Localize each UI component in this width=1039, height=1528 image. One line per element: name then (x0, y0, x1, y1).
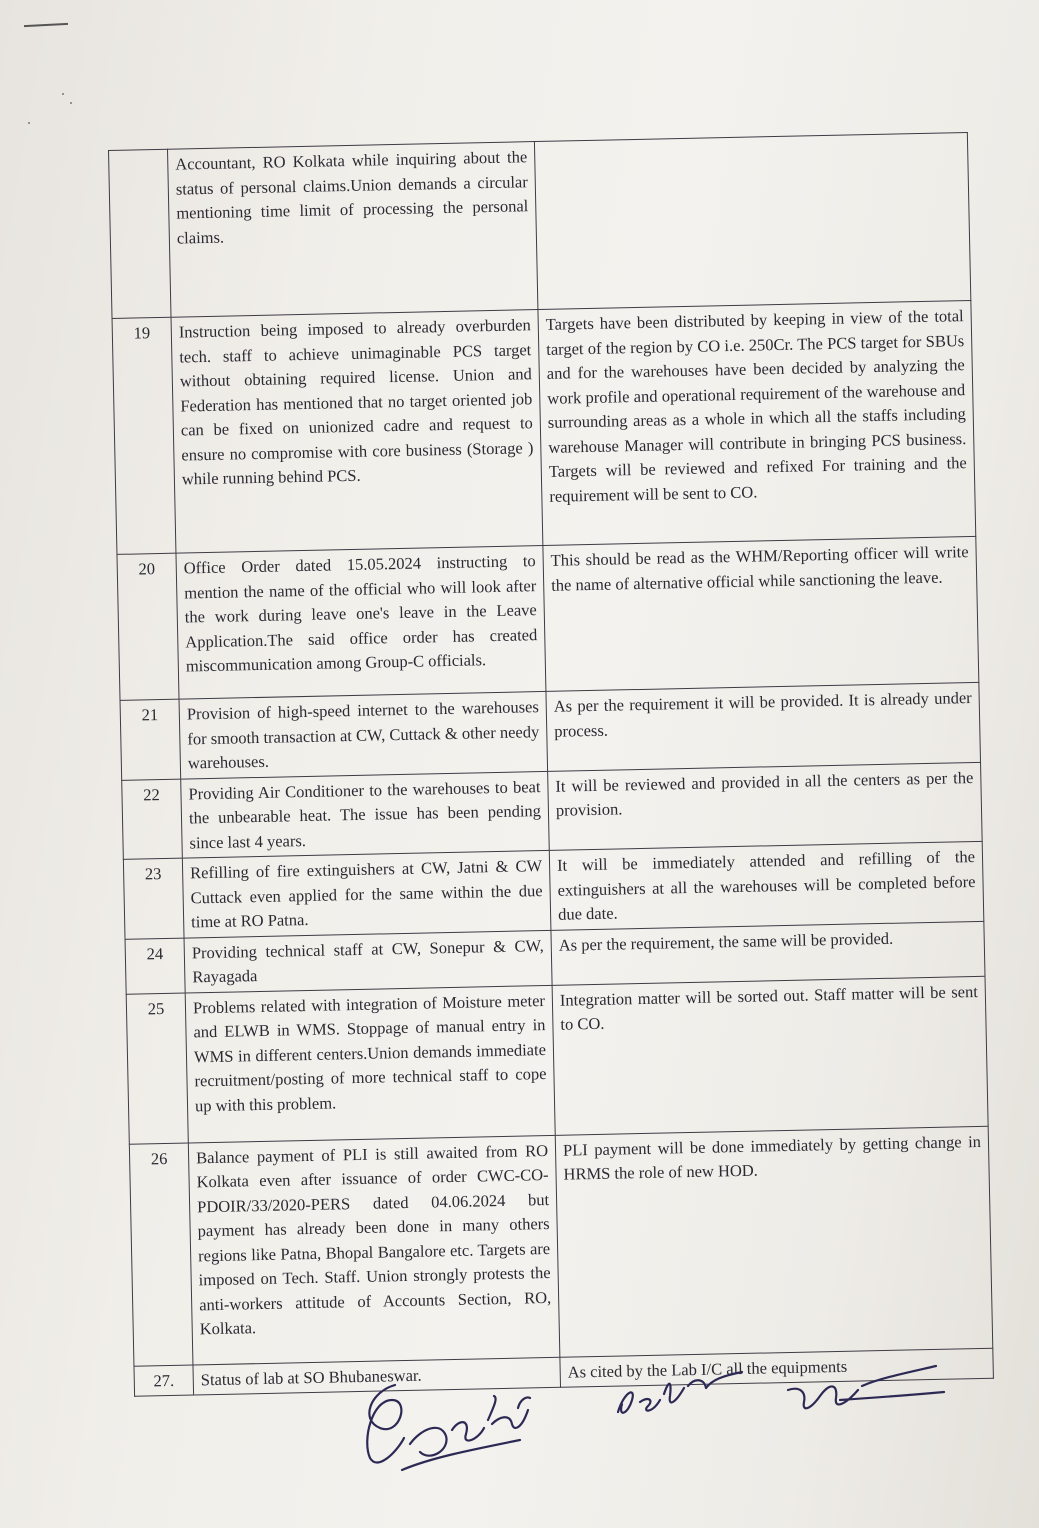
reply-cell: It will be reviewed and provided in all the centers as per the provision. (548, 762, 983, 851)
issue-cell: Office Order dated 15.05.2024 instructing to mention the name of the official who will look after the work during leave one's leave in the Leave Application.The said office order has created miscommunication among Group-C officials. (176, 545, 546, 699)
row-number: 19 (112, 317, 176, 554)
row-number: 21 (120, 699, 181, 780)
corner-pen-mark (24, 23, 68, 27)
paper-speck (28, 122, 30, 124)
reply-cell: As per the requirement it will be provided. It is already under process. (546, 682, 981, 771)
row-number: 23 (123, 858, 184, 939)
row-number: 26 (129, 1143, 193, 1366)
row-number (109, 149, 172, 318)
signature-1-underline (402, 1440, 520, 1470)
issue-cell: Accountant, RO Kolkata while inquiring about the status of personal claims.Union demands a circular mentioning time limit of processing the personal claims. (167, 142, 537, 318)
signature-1 (367, 1385, 530, 1463)
row-number: 24 (125, 938, 185, 994)
issue-cell: Provision of high-speed internet to the warehouses for smooth transaction at CW, Cuttack & other needy warehouses. (179, 691, 548, 778)
issue-cell: Problems related with integration of Moisture meter and ELWB in WMS. Stoppage of manual entry in WMS in different centers.Union demands immediate recruitment/posting of more technical staff to cope up with this problem. (185, 985, 555, 1143)
reply-cell: This should be read as the WHM/Reporting officer will write the name of alternative official while sanctioning the leave. (543, 536, 979, 691)
reply-cell: PLI payment will be done immediately by getting change in HRMS the role of new HOD. (555, 1126, 993, 1357)
row-number: 20 (117, 553, 179, 700)
issue-cell: Status of lab at SO Bhubaneswar. (193, 1357, 561, 1395)
table-row (109, 132, 971, 318)
row-number: 25 (126, 993, 188, 1144)
table-row (117, 536, 979, 700)
issue-cell: Instruction being imposed to already overburden tech. staff to achieve unimaginable PCS target without obtaining required license. Union and Federation has mentioned that no target oriented job can be fixed on unionized cadre and request to ensure no compromise with core business (Storage ) while running behind PCS. (171, 310, 543, 554)
issue-cell: Refilling of fire extinguishers at CW, Jatni & CW Cuttack even applied for the same within the due time at RO Patna. (182, 850, 551, 937)
issue-cell: Providing Air Conditioner to the warehouses to beat the unbearable heat. The issue has been pending since last 4 years. (181, 771, 550, 858)
paper-speck (70, 102, 72, 104)
table-row (126, 976, 988, 1144)
row-number: 22 (122, 779, 183, 860)
issue-cell: Balance payment of PLI is still awaited from RO Kolkata even after issuance of order CWC-CO-PDOIR/33/2020-PERS dated 04.06.2024 but payment has already been done in many others regions like Patna, Bhopal Bangalore etc. Targets are imposed on Tech. Staff. Union strongly protests the anti-workers attitude of Accounts Section, RO, Kolkata. (188, 1135, 560, 1365)
reply-cell (534, 132, 970, 309)
table-row (112, 300, 976, 554)
issue-cell: Providing technical staff at CW, Sonepur & CW, Rayagada (184, 930, 552, 993)
paper-speck (62, 93, 64, 95)
reply-cell: Targets have been distributed by keeping in view of the total target of the region by CO i.e. 250Cr. The PCS target for SBUs and for the warehouses have been decided by analyzing the work profile and operational requirement of the warehouse and surrounding areas as a whole in which all the staffs including warehouse Manager will contribute in bringing PCS business. Targets will be reviewed and refixed For training and the requirement will be sent to CO. (538, 300, 976, 545)
document-body (108, 132, 1004, 1397)
table-row (129, 1126, 992, 1366)
reply-cell: As per the requirement, the same will be provided. (551, 921, 985, 985)
reply-cell: It will be immediately attended and refilling of the extinguishers at all the warehouses will be completed before due date. (549, 841, 984, 930)
reply-cell: As cited by the Lab I/C all the equipments (560, 1348, 994, 1388)
row-number: 27. (134, 1364, 194, 1396)
minutes-table (108, 132, 994, 1397)
reply-cell: Integration matter will be sorted out. Staff matter will be sent to CO. (552, 976, 988, 1135)
